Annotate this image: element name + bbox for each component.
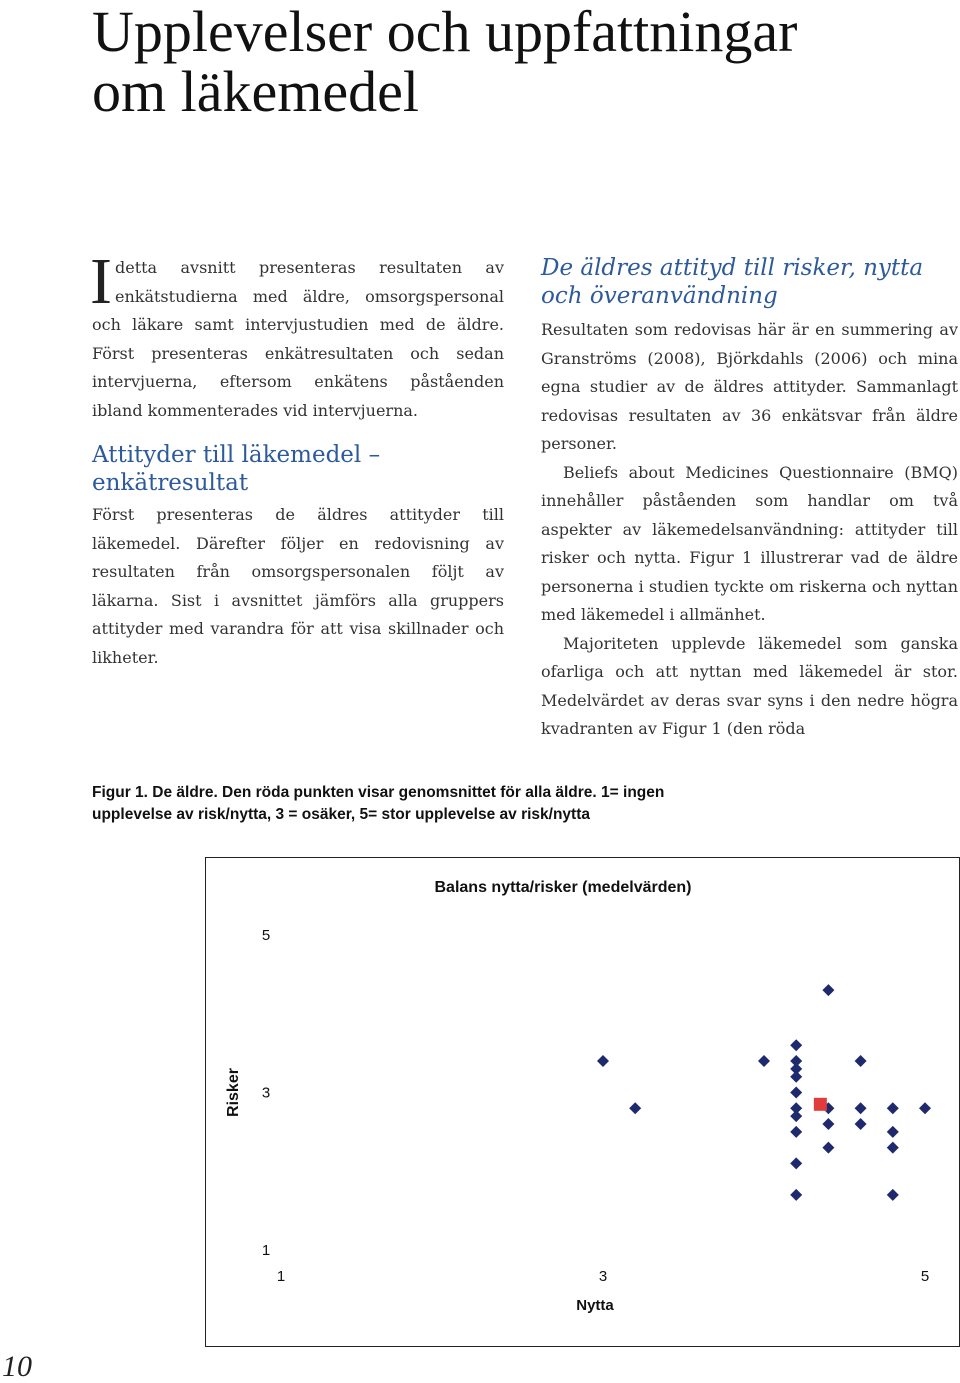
page-number: 10 (2, 1350, 32, 1383)
right-paragraph-1: Resultaten som redovisas här är en summering av Granströms (2008), Björkdahls (2006) och mina egna studier av de äldres attityder. Sammanlagt redovisas resultaten av 36 enkätsvar från äldre personer. (541, 320, 958, 453)
right-column (541, 254, 958, 744)
y-axis-label: Risker (225, 1068, 242, 1117)
page-title (92, 2, 942, 122)
scatter-chart (205, 857, 960, 1347)
section-heading-aldres-attityd: De äldres attityd till risker, nytta och överanvändning (541, 255, 924, 309)
data-point-marker (822, 1118, 834, 1130)
data-point-marker (855, 1118, 867, 1130)
data-point-marker (790, 1039, 802, 1051)
data-point-marker (822, 1142, 834, 1154)
y-tick-label: 5 (261, 927, 271, 944)
data-point-marker (887, 1142, 899, 1154)
data-point-marker (597, 1055, 609, 1067)
figure-caption: Figur 1. De äldre. Den röda punkten visar genomsnittet för alla äldre. 1= ingen upplevelse av risk/nytta, 3 = osäker, 5= stor upplevelse av risk/nytta (92, 784, 665, 823)
chart-title: Balans nytta/risker (medelvärden) (434, 879, 692, 896)
left-column (90, 245, 504, 672)
right-paragraph-2: Beliefs about Medicines Questionnaire (BMQ) innehåller påståenden som handlar om två aspekter av läkemedelsanvändning: attityder till risker och nytta. Figur 1 illustrerar vad de äldre personerna i studien tyckte om riskerna och nyttan med läkemedel i allmänhet. (541, 462, 958, 624)
data-point-marker (790, 1126, 802, 1138)
data-point-marker (790, 1189, 802, 1201)
data-point-marker (822, 984, 834, 996)
y-tick-label: 1 (261, 1242, 271, 1259)
mean-point-marker (814, 1098, 827, 1111)
data-point-marker (790, 1071, 802, 1083)
x-axis-label: Nytta (576, 1297, 614, 1314)
chart-canvas (206, 858, 960, 1348)
data-point-marker (887, 1102, 899, 1114)
intro-text: detta avsnitt presenteras resultaten av enkätstudierna med äldre, omsorgspersonal och läkare samt intervjustudien med de äldre. Först presenteras enkätresultaten och sedan intervjuerna, eftersom enkätens påståenden ibland kommenterades vid intervjuerna. (92, 258, 504, 420)
section-paragraph: Först presenteras de äldres attityder till läkemedel. Därefter följer en redovisning av resultaten från omsorgspersonalen följt av läkarna. Sist i avsnittet jämförs alla gruppers attityder med varandra för att visa skillnader och likheter. (92, 505, 504, 667)
page-title-line-2: om läkemedel (92, 59, 419, 124)
y-tick-label: 3 (261, 1084, 271, 1102)
x-tick-label: 3 (598, 1268, 608, 1285)
data-point-marker (790, 1110, 802, 1122)
x-tick-label: 5 (920, 1268, 930, 1285)
right-paragraph-3: Majoriteten upplevde läkemedel som ganska ofarliga och att nyttan med läkemedel är stor. Medelvärdet av deras svar syns i den nedre högra kvadranten av Figur 1 (den röda (541, 633, 958, 738)
data-point-marker (629, 1102, 641, 1114)
page-title-line-1: Upplevelser och uppfattningar (92, 0, 798, 64)
data-point-marker (758, 1055, 770, 1067)
x-tick-label: 1 (276, 1268, 286, 1285)
intro-paragraph (90, 245, 504, 425)
section-heading-attityder: Attityder till läkemedel – enkätresultat (92, 442, 381, 496)
data-point-marker (790, 1157, 802, 1169)
drop-cap: I (90, 245, 112, 318)
data-point-marker (887, 1189, 899, 1201)
data-point-marker (790, 1087, 802, 1099)
data-points (597, 984, 931, 1201)
data-point-marker (887, 1126, 899, 1138)
data-point-marker (919, 1102, 931, 1114)
data-point-marker (855, 1102, 867, 1114)
data-point-marker (855, 1055, 867, 1067)
